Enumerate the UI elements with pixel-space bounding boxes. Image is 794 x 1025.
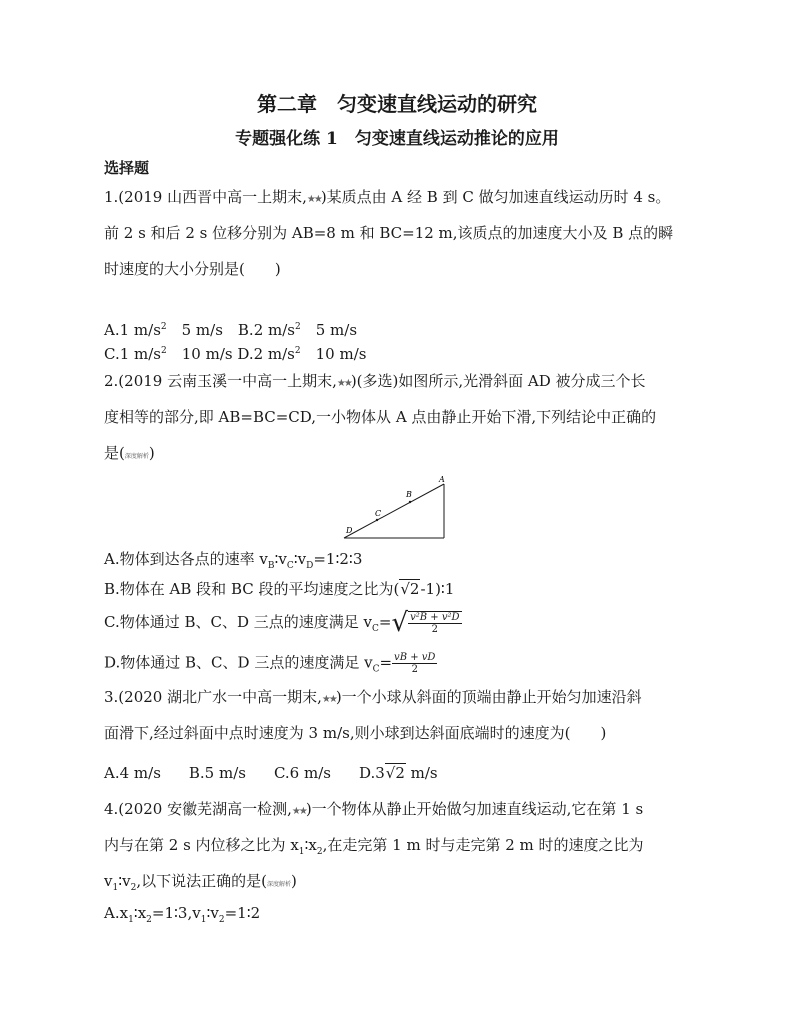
q3-options: A.4 m/s B.5 m/s C.6 m/s D.3√2 m/s: [104, 764, 438, 782]
difficulty-stars-icon: ★★: [336, 378, 351, 389]
q2-option-c: C.物体通过 B、C、D 三点的速度满足 $v_C=√$ $\frac{\text{v²B + v²D}}{2}$: [104, 608, 460, 638]
point-c-dot: [376, 519, 378, 521]
label-a: A: [439, 475, 445, 484]
exercise-subtitle: 专题强化练 1 匀变速直线运动推论的应用: [235, 129, 559, 149]
q4-line-1: 4.(2020 安徽芜湖高一检测,★★)一个物体从静止开始做匀加速直线运动,它在第 1 s: [104, 800, 644, 818]
q4-option-a: $A.x_1∶x_2=1∶3,v_1∶v_2=1∶2$: [104, 904, 261, 925]
q4-line-2: 内与在第 2 s 内位移之比为 $x_1∶x_2$,在走完第 1 m 时与走完第 2 m 时的速度之比为: [104, 836, 644, 857]
chapter-title: 第二章 匀变速直线运动的研究: [257, 92, 537, 116]
incline-slope: [344, 484, 444, 538]
q4-line-3: $v_1∶v_2$,以下说法正确的是(深度解析): [104, 872, 297, 893]
difficulty-stars-icon: ★★: [306, 194, 321, 205]
q2-line-1: 2.(2019 云南玉溪一中高一上期末,★★)(多选)如图所示,光滑斜面 AD 被分成三个长: [104, 372, 646, 390]
q1-options-row-2: C.1 $m/s^2$ 10 m/s D.2 $m/s^2$ 10 m/s: [104, 345, 367, 363]
q3-line-2: 面滑下,经过斜面中点时速度为 3 m/s,则小球到达斜面底端时的速度为( ): [104, 724, 607, 742]
deep-analysis-tag: 深度解析: [124, 453, 149, 460]
q2-option-a: A.物体到达各点的速率 $v_B∶v_C∶v_D=1∶2∶3$: [104, 550, 363, 571]
incline-diagram: [340, 472, 452, 544]
q2-option-b: B.物体在 AB 段和 BC 段的平均速度之比为(√2-1)∶1: [104, 580, 455, 598]
difficulty-stars-icon: ★★: [291, 806, 306, 817]
q1-line-2: 前 2 s 和后 2 s 位移分别为 AB=8 m 和 BC=12 m,该质点的加速度大小及 B 点的瞬: [104, 224, 674, 242]
q2-option-d: D.物体通过 B、C、D 三点的速度满足 $v_C=$ $\frac{vB + vD}{2}$: [104, 652, 436, 675]
q1-options-row-1: A.1 $m/s^2$ 5 m/s B.2 $m/s^2$ 5 m/s: [104, 321, 358, 339]
deep-analysis-tag: 深度解析: [266, 881, 291, 888]
q2-line-3: 是(深度解析): [104, 444, 155, 462]
q1-line-1: 1.(2019 山西晋中高一上期末,★★)某质点由 A 经 B 到 C 做匀加速直线运动历时 4 s。: [104, 188, 671, 206]
q3-line-1: 3.(2020 湖北广水一中高一期末,★★)一个小球从斜面的顶端由静止开始匀加速沿斜: [104, 688, 642, 706]
q1-line-3: 时速度的大小分别是( ): [104, 260, 281, 278]
point-b-dot: [409, 501, 411, 503]
label-c: C: [375, 509, 382, 518]
label-d: D: [346, 526, 353, 535]
section-heading: 选择题: [104, 159, 150, 177]
label-b: B: [406, 490, 412, 499]
difficulty-stars-icon: ★★: [321, 694, 336, 705]
q2-line-2: 度相等的部分,即 AB=BC=CD,一小物体从 A 点由静止开始下滑,下列结论中正确的: [104, 408, 657, 426]
